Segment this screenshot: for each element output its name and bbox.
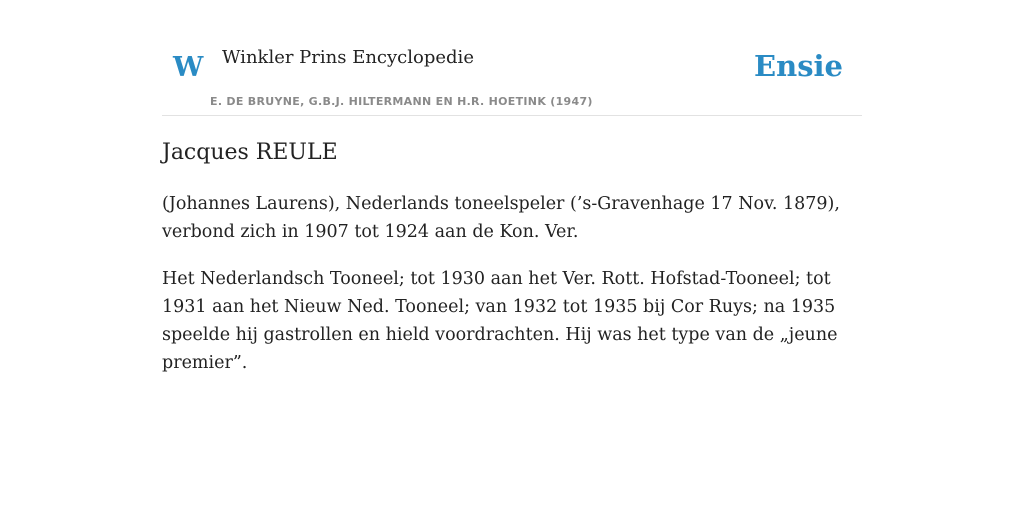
source-header [162,40,862,116]
source-title[interactable]: Winkler Prins Encyclopedie [222,47,474,68]
article-title: Jacques REULE [162,140,338,165]
winkler-prins-logo[interactable]: W [173,52,204,83]
article-paragraph: Het Nederlandsch Tooneel; tot 1930 aan het Ver. Rott. Hofstad-Tooneel; tot 1931 aan het Nieuw Ned. Tooneel; van 1932 tot 1935 bij Cor Ruys; na 1935 speelde hij gastrollen en hield voordrachten. Hij was het type van de „jeune premier”. [162,268,838,373]
source-authors: E. DE BRUYNE, G.B.J. HILTERMANN EN H.R. HOETINK (1947) [210,95,593,108]
article-paragraph: (Johannes Laurens), Nederlands toneelspeler (’s-Gravenhage 17 Nov. 1879), verbond zich in 1907 tot 1924 aan de Kon. Ver. [162,193,840,242]
article [162,139,862,396]
ensie-logo-link[interactable]: Ensie [754,49,843,83]
